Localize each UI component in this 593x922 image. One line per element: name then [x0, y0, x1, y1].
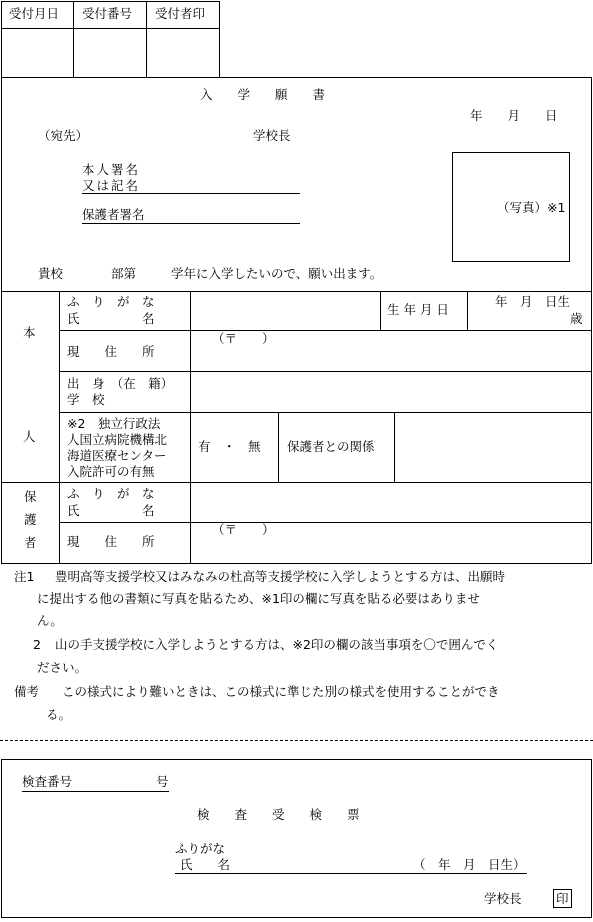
school-field[interactable] [191, 372, 591, 411]
note-2-line-2: ださい。 [37, 660, 88, 675]
reception-number-label: 受付番号 [82, 6, 133, 21]
exam-principal-label: 学校長 [484, 891, 522, 906]
note-2-line-1: 山の手支援学校に入学しようとする方は、※2印の欄の該当事項を〇で囲んでく [55, 637, 499, 652]
exam-birth-label: （ 年 月 日生） [413, 857, 526, 872]
exam-seal-label: 印 [556, 891, 569, 906]
exam-furigana-label: ふりがな [175, 841, 226, 856]
principal-label: 学校長 [253, 128, 291, 143]
applicant-address-field[interactable] [191, 331, 591, 370]
birth-label-left-line [380, 291, 381, 330]
note-1-label: 注1 [14, 569, 35, 584]
guardian-address-field[interactable] [191, 523, 591, 563]
hospital-label-2: 人国立病院機構北 [67, 432, 168, 447]
exam-number-underline[interactable] [22, 791, 169, 792]
hospital-label-1: ※2 独立行政法 [67, 416, 161, 431]
exam-name-label: 氏 名 [180, 857, 231, 872]
guardian-address-label: 現 住 所 [67, 534, 155, 549]
cut-line [0, 740, 593, 741]
guardian-section-label-3: 者 [24, 535, 37, 550]
guardian-signature-line[interactable] [82, 223, 300, 224]
school-label-2: 学 校 [67, 392, 105, 407]
exam-number-suffix: 号 [156, 774, 169, 789]
exam-number-label: 検査番号 [22, 774, 73, 789]
addressee-label: （宛先） [38, 128, 89, 143]
birth-date-label: 生 年 月 日 [387, 302, 449, 317]
hospital-label-4: 入院許可の有無 [67, 464, 155, 479]
birth-label-right-line [467, 291, 468, 330]
guardian-postal-label: （〒 ） [212, 522, 275, 537]
hospital-label-3: 海道医療センター [67, 448, 167, 463]
reception-date-cell[interactable] [2, 29, 72, 77]
guardian-relation-label: 保護者との関係 [287, 439, 375, 454]
request-text-3: 学年に入学したいので、願い出ます。 [171, 266, 383, 281]
applicant-name-label: 氏 名 [67, 311, 155, 326]
form-title: 入 学 願 書 [200, 87, 326, 102]
remark-label: 備考 [14, 684, 40, 699]
photo-label: （写真）※1 [497, 200, 566, 215]
self-signature-line[interactable] [82, 193, 300, 194]
section-column-line [59, 291, 60, 564]
age-label: 歳 [570, 311, 583, 326]
note-2-label: 2 [33, 637, 41, 652]
reception-date-label: 受付月日 [9, 6, 60, 21]
applicant-section-label-bottom: 人 [23, 429, 36, 444]
remark-line-1: この様式により難いときは、この様式に準じた別の様式を使用することができ [62, 684, 500, 699]
guardian-name-field[interactable] [191, 483, 591, 521]
guardian-signature-label: 保護者署名 [82, 207, 145, 222]
yes-no-options[interactable]: 有 ・ 無 [198, 439, 261, 454]
guardian-relation-field[interactable] [395, 413, 591, 481]
applicant-furigana-label: ふ り が な [67, 294, 155, 309]
exam-ticket-title: 検 査 受 検 票 [197, 807, 360, 822]
applicant-address-label: 現 住 所 [67, 344, 155, 359]
form-date: 年 月 日 [470, 108, 558, 123]
guardian-section-label-2: 護 [24, 512, 37, 527]
reception-stamp-cell[interactable] [147, 29, 219, 77]
note-1-line-3: ん。 [37, 613, 63, 628]
note-1-line-1: 豊明高等支援学校又はみなみの杜高等支援学校に入学しようとする方は、出願時 [55, 569, 506, 584]
yesno-right-line [278, 412, 279, 482]
reception-stamp-label: 受付者印 [155, 6, 206, 21]
guardian-name-label: 氏 名 [67, 503, 155, 518]
note-1-line-2: に提出する他の書類に写真を貼るため、※1印の欄に写真を貼る必要はありませ [37, 591, 480, 606]
applicant-section-label-top: 本 [23, 325, 36, 340]
remark-line-2: る。 [46, 707, 72, 722]
applicant-postal-label: （〒 ） [212, 331, 275, 346]
guardian-furigana-label: ふ り が な [67, 486, 155, 501]
self-signature-label-2: 又は記名 [82, 178, 141, 193]
self-signature-label-1: 本人署名 [82, 162, 141, 177]
request-text-2: 部第 [111, 266, 137, 281]
birth-date-value: 年 月 日生 [495, 294, 571, 309]
reception-number-cell[interactable] [74, 29, 145, 77]
guardian-section-label-1: 保 [24, 489, 37, 504]
exam-name-underline[interactable] [175, 873, 527, 874]
applicant-name-field[interactable] [191, 292, 379, 329]
school-label-1: 出 身 （在 籍） [67, 376, 174, 391]
request-text-1: 貴校 [38, 266, 64, 281]
